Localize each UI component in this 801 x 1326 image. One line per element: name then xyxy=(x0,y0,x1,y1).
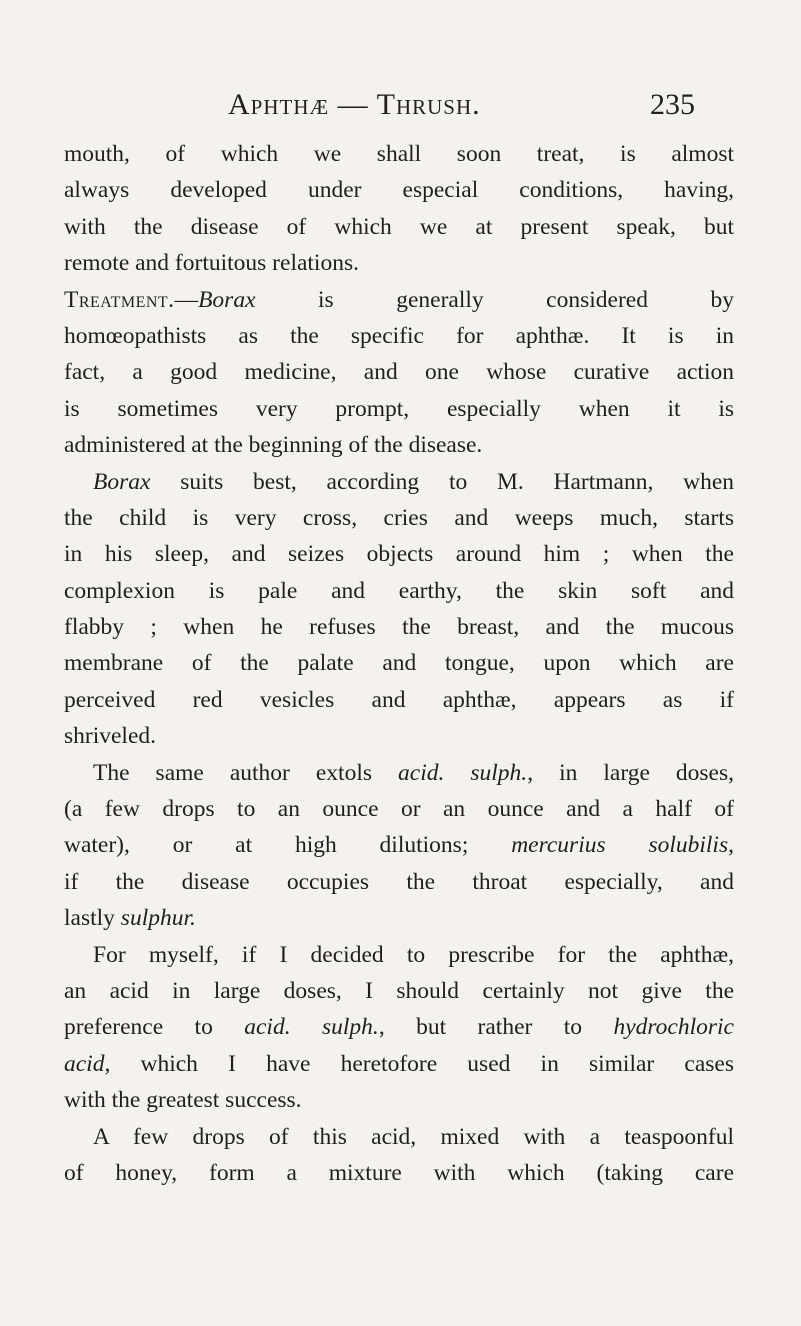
text-run: homœopathists as the specific for aphthæ. It is in xyxy=(64,322,734,349)
italic-term: Borax xyxy=(198,286,256,313)
text-run: remote and fortuitous relations. xyxy=(64,250,359,277)
text-line xyxy=(64,682,734,718)
italic-term: acid xyxy=(64,1050,105,1077)
text-run: preference to xyxy=(64,1014,245,1041)
text-line xyxy=(64,172,734,208)
italic-term: sulphur. xyxy=(120,905,196,932)
text-run: , xyxy=(728,832,734,859)
text-run: the child is very cross, cries and weeps much, starts xyxy=(64,504,734,531)
text-line xyxy=(64,791,734,827)
text-line xyxy=(64,354,734,390)
text-line xyxy=(64,573,734,609)
text-line xyxy=(64,318,734,354)
italic-term: mercurius solubilis xyxy=(511,832,729,859)
text-run: , but rather to xyxy=(378,1014,614,1041)
text-line xyxy=(64,1009,734,1045)
text-line xyxy=(64,536,734,572)
text-run: an acid in large doses, I should certainly not give the xyxy=(64,977,734,1004)
text-run: of honey, form a mixture with which (taking care xyxy=(64,1159,734,1186)
text-run: is sometimes very prompt, especially when it is xyxy=(64,395,734,422)
text-line xyxy=(64,1155,734,1191)
text-run: mouth, of which we shall soon treat, is almost xyxy=(64,141,734,167)
text-line xyxy=(64,245,734,281)
text-run: , which I have heretofore used in similar cases xyxy=(104,1050,734,1077)
text-line xyxy=(64,645,734,681)
text-run: For myself, if I decided to prescribe for the aphthæ, xyxy=(93,941,734,968)
text-run: suits best, according to M. Hartmann, when xyxy=(150,468,734,495)
text-run: membrane of the palate and tongue, upon which are xyxy=(64,650,734,677)
italic-term: acid. sulph. xyxy=(398,759,528,786)
text-line xyxy=(64,718,734,754)
text-line xyxy=(64,937,734,973)
text-run: , in large doses, xyxy=(527,759,734,786)
page-number: 235 xyxy=(650,88,695,121)
text-run: — xyxy=(174,286,199,313)
text-run: water), or at high dilutions; xyxy=(64,832,512,859)
text-line xyxy=(64,282,734,318)
text-run: shriveled. xyxy=(64,723,157,750)
text-line xyxy=(64,827,734,863)
text-run: fact, a good medicine, and one whose curative action xyxy=(64,359,734,386)
text-run: in his sleep, and seizes objects around him ; when the xyxy=(64,541,734,568)
running-header xyxy=(0,88,801,128)
text-run: if the disease occupies the throat especially, and xyxy=(64,868,734,895)
text-run: is generally considered by xyxy=(255,286,734,313)
text-run: flabby ; when he refuses the breast, and the mucous xyxy=(64,614,734,641)
text-run: administered at the beginning of the disease. xyxy=(64,432,483,459)
text-run: perceived red vesicles and aphthæ, appears as if xyxy=(64,686,734,713)
text-line xyxy=(64,500,734,536)
text-run: with the greatest success. xyxy=(64,1087,302,1114)
text-line xyxy=(64,427,734,463)
italic-term: acid. sulph. xyxy=(244,1014,379,1041)
text-run: A few drops of this acid, mixed with a teaspoonful xyxy=(93,1123,734,1150)
text-run: The same author extols xyxy=(93,759,399,786)
text-line xyxy=(64,464,734,500)
text-line xyxy=(64,136,734,172)
text-line xyxy=(64,609,734,645)
italic-term: Borax xyxy=(93,468,151,495)
text-run: with the disease of which we at present speak, but xyxy=(64,213,734,240)
text-run: complexion is pale and earthy, the skin soft and xyxy=(64,577,734,604)
text-line xyxy=(64,755,734,791)
text-run: always developed under especial conditions, having, xyxy=(64,177,734,204)
text-line xyxy=(64,1082,734,1118)
body-text xyxy=(64,136,734,1191)
text-line xyxy=(64,973,734,1009)
text-run: (a few drops to an ounce or an ounce and a half of xyxy=(64,796,734,823)
section-heading: Treatment. xyxy=(64,286,175,313)
text-line xyxy=(64,1119,734,1155)
text-run: lastly xyxy=(64,905,121,932)
text-line xyxy=(64,864,734,900)
italic-term: hydrochloric xyxy=(613,1014,734,1041)
running-title: Aphthæ — Thrush. xyxy=(228,88,481,121)
text-line xyxy=(64,1046,734,1082)
text-line xyxy=(64,391,734,427)
text-line xyxy=(64,900,734,936)
text-line xyxy=(64,209,734,245)
